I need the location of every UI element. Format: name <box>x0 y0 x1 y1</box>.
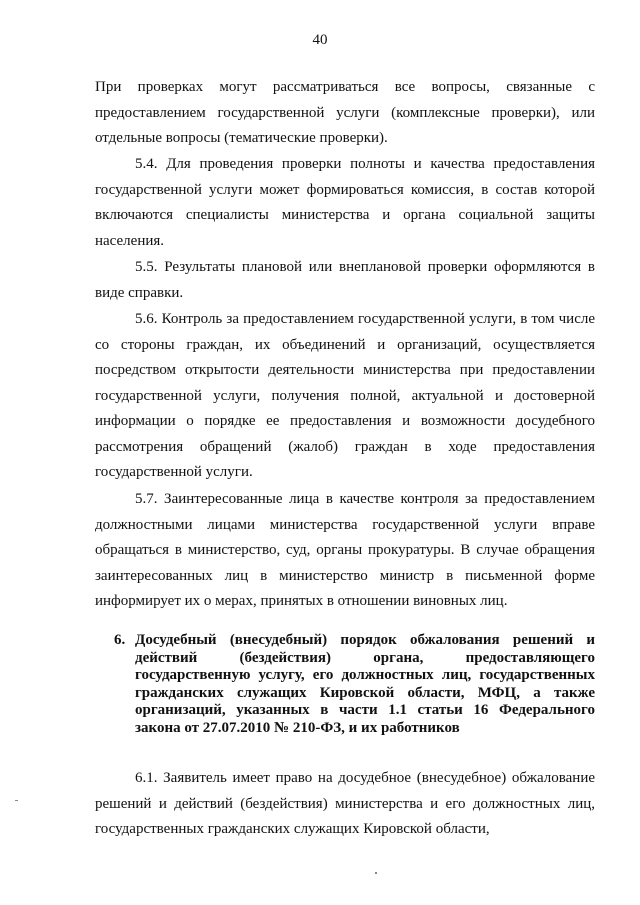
page-number: 40 <box>312 32 328 48</box>
paragraph-inspections-scope: При проверках могут рассматриваться все вопросы, связанные с предоставлением государственной услуги (комплексные проверки), или отдельные вопросы (тематические проверки). <box>95 79 595 146</box>
paragraph-5-4: 5.4. Для проведения проверки полноты и качества предоставления государственной услуги может формироваться комиссия, в состав которой включаются специалисты министерства и органа социальной защиты населения. <box>95 156 595 249</box>
section-6-number: 6. <box>114 632 126 648</box>
paragraph-5-7: 5.7. Заинтересованные лица в качестве контроля за предоставлением должностными лицами министерства государственной услуги вправе обращаться в министерство, суд, органы прокуратуры. В случае обращения заинтересованных лиц в министерство министр в письменной форме информирует их о мерах, принятых в отношении виновных лиц. <box>95 491 595 609</box>
section-6-heading <box>114 632 595 737</box>
scan-speck <box>375 872 377 874</box>
scan-speck <box>15 800 18 801</box>
paragraph-5-5: 5.5. Результаты плановой или внеплановой проверки оформляются в виде справки. <box>95 259 595 301</box>
paragraph-5-6: 5.6. Контроль за предоставлением государственной услуги, в том числе со стороны граждан, их объединений и организаций, осуществляется посредством открытости деятельности министерства при предоставлении государственной услуги, получения полной, актуальной и достоверной информации о порядке ее предоставления и возможности досудебного рассмотрения обращений (жалоб) граждан в ходе предоставления государственной услуги. <box>95 311 595 480</box>
section-6-title: Досудебный (внесудебный) порядок обжалования решений и действий (бездействия) органа, предоставляющего государственную услугу, его должностных лиц, государственных гражданских служащих Кировской области, МФЦ, а также организаций, указанных в части 1.1 статьи 16 Федерального закона от 27.07.2010 № 210-ФЗ, и их работников <box>135 632 595 736</box>
paragraph-6-1: 6.1. Заявитель имеет право на досудебное (внесудебное) обжалование решений и действий (бездействия) министерства и его должностных лиц, государственных гражданских служащих Кировской области, <box>95 770 595 837</box>
